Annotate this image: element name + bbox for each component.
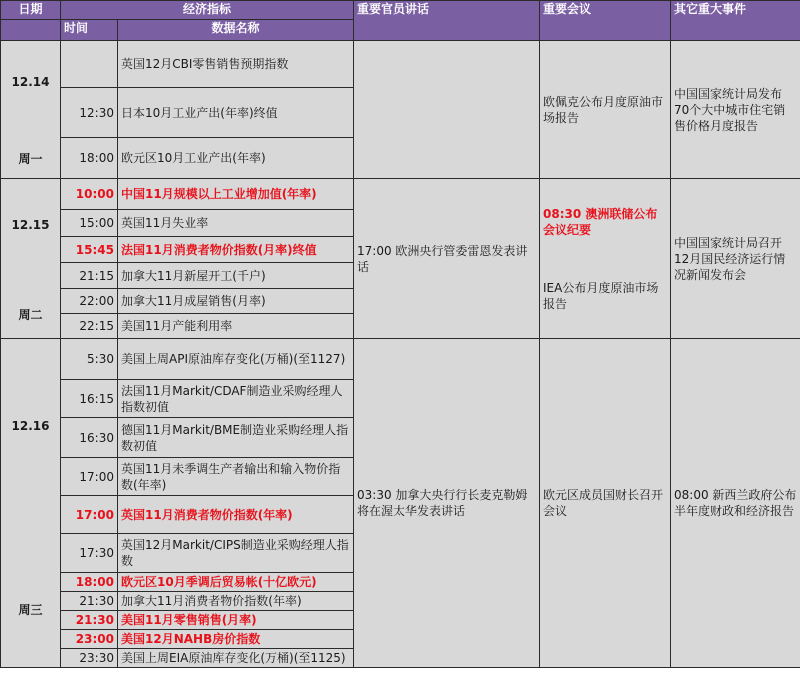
indicator-name-cell: 中国11月规模以上工业增加值(年率): [118, 179, 354, 210]
indicator-name-cell: 欧元区10月工业产出(年率): [118, 138, 354, 179]
indicator-name-cell: 法国11月Markit/CDAF制造业采购经理人指数初值: [118, 380, 354, 418]
time-cell: 21:30: [61, 611, 118, 630]
time-cell: 17:00: [61, 458, 118, 496]
header-date: 日期: [1, 1, 61, 20]
header-data-name: 数据名称: [118, 20, 354, 41]
date-cell: [1, 339, 61, 668]
time-cell: 17:30: [61, 534, 118, 573]
time-cell: 22:00: [61, 289, 118, 314]
time-cell: 16:30: [61, 418, 118, 458]
time-cell: 15:45: [61, 237, 118, 263]
indicator-name-cell: 英国12月Markit/CIPS制造业采购经理人指数: [118, 534, 354, 573]
header-important-meeting: 重要会议: [540, 1, 671, 41]
time-cell: 18:00: [61, 573, 118, 592]
time-cell: 23:00: [61, 630, 118, 649]
meeting-cell: [540, 41, 671, 179]
other-event-cell: 中国国家统计局召开12月国民经济运行情况新闻发布会: [671, 179, 800, 339]
header-date-blank: [1, 20, 61, 41]
meeting-highlight: 08:30 澳洲联储公布会议纪要: [543, 206, 658, 237]
date-cell: [1, 179, 61, 339]
time-cell: 15:00: [61, 210, 118, 237]
indicator-name-cell: 德国11月Markit/BME制造业采购经理人指数初值: [118, 418, 354, 458]
indicator-name-cell: 加拿大11月新屋开工(千户): [118, 263, 354, 289]
meeting-text: IEA公布月度原油市场报告: [543, 280, 659, 311]
indicator-name-cell: 美国12月NAHB房价指数: [118, 630, 354, 649]
time-cell: 12:30: [61, 88, 118, 138]
time-cell: 17:00: [61, 496, 118, 534]
time-cell: 5:30: [61, 339, 118, 380]
date-label: 12.15: [11, 218, 50, 232]
header-time: 时间: [61, 20, 118, 41]
time-cell: 16:15: [61, 380, 118, 418]
header-official-speech: 重要官员讲话: [354, 1, 540, 41]
indicator-name-cell: 美国上周API原油库存变化(万桶)(至1127): [118, 339, 354, 380]
indicator-name-cell: 法国11月消费者物价指数(月率)终值: [118, 237, 354, 263]
indicator-name-cell: 欧元区10月季调后贸易帐(十亿欧元): [118, 573, 354, 592]
table-row: [1, 339, 800, 380]
time-cell: 22:15: [61, 314, 118, 339]
header-econ-indicators: 经济指标: [61, 1, 354, 20]
date-cell: [1, 41, 61, 179]
time-cell: 21:30: [61, 592, 118, 611]
meeting-text: 欧元区成员国财长召开会议: [543, 488, 664, 518]
indicator-name-cell: 加拿大11月消费者物价指数(年率): [118, 592, 354, 611]
header-other-events: 其它重大事件: [671, 1, 800, 41]
indicator-name-cell: 英国11月失业率: [118, 210, 354, 237]
time-cell: 10:00: [61, 179, 118, 210]
other-event-cell: 08:00 新西兰政府公布半年度财政和经济报告: [671, 339, 800, 668]
time-cell: 23:30: [61, 649, 118, 668]
indicator-name-cell: 加拿大11月成屋销售(月率): [118, 289, 354, 314]
indicator-name-cell: 日本10月工业产出(年率)终值: [118, 88, 354, 138]
time-cell: 21:15: [61, 263, 118, 289]
time-cell: 18:00: [61, 138, 118, 179]
header-row: [1, 1, 800, 20]
meeting-cell: [540, 339, 671, 668]
indicator-name-cell: 美国上周EIA原油库存变化(万桶)(至1125): [118, 649, 354, 668]
indicator-name-cell: 英国11月消费者物价指数(年率): [118, 496, 354, 534]
official-speech-cell: 17:00 欧洲央行管委雷恩发表讲话: [354, 179, 540, 339]
other-event-cell: 中国国家统计局发布70个大中城市住宅销售价格月度报告: [671, 41, 800, 179]
calendar-body: [1, 41, 800, 668]
indicator-name-cell: 美国11月零售销售(月率): [118, 611, 354, 630]
indicator-name-cell: 美国11月产能利用率: [118, 314, 354, 339]
table-row: [1, 41, 800, 88]
official-speech-cell: 03:30 加拿大央行行长麦克勒姆将在渥太华发表讲话: [354, 339, 540, 668]
date-label: 12.16: [11, 419, 50, 433]
weekday-label: 周一: [18, 152, 43, 166]
meeting-cell: [540, 179, 671, 339]
official-speech-cell: [354, 41, 540, 179]
indicator-name-cell: 英国12月CBI零售销售预期指数: [118, 41, 354, 88]
date-label: 12.14: [11, 75, 50, 89]
weekday-label: 周三: [18, 603, 43, 617]
time-cell: [61, 41, 118, 88]
table-row: [1, 179, 800, 210]
meeting-text: 欧佩克公布月度原油市场报告: [543, 94, 664, 125]
indicator-name-cell: 英国11月未季调生产者输出和输入物价指数(年率): [118, 458, 354, 496]
weekday-label: 周二: [18, 308, 43, 322]
